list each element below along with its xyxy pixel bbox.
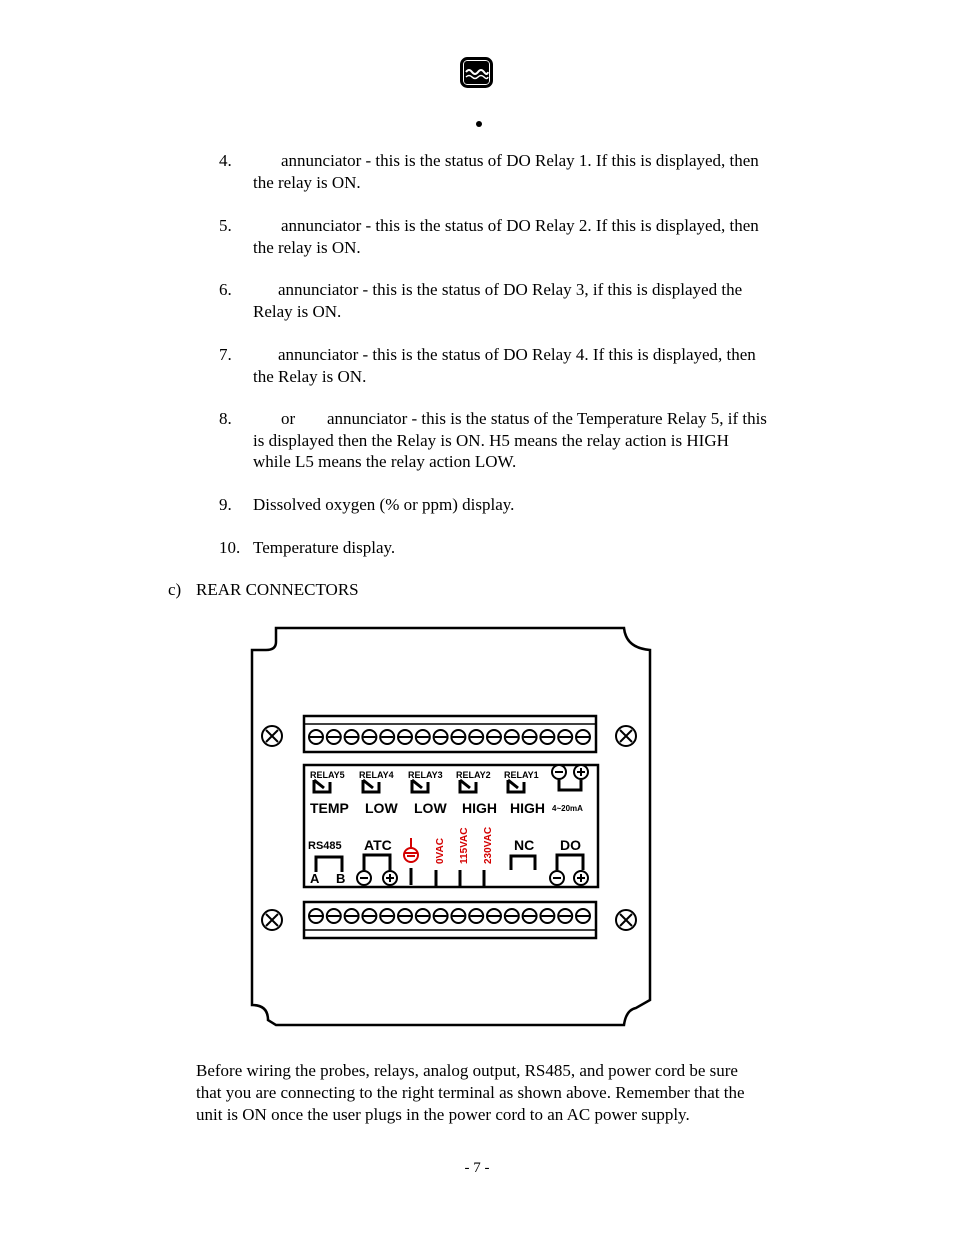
power-230vac-label: 230VAC: [483, 826, 494, 864]
rear-connectors-diagram: [196, 620, 690, 1040]
label-board: [304, 765, 598, 887]
wave-logo-icon: [460, 57, 493, 88]
bullet-marker: [476, 121, 482, 127]
analog-output-label: 4~20mA: [552, 804, 583, 813]
rs485-label: RS485: [308, 840, 342, 852]
relay-action-label: HIGH: [462, 800, 497, 816]
do-label: DO: [560, 837, 581, 853]
rs485-a-label: A: [310, 871, 320, 886]
relay-name-label: RELAY1: [504, 770, 539, 780]
power-115vac-label: 115VAC: [459, 827, 470, 864]
atc-label: ATC: [364, 837, 392, 853]
nc-label: NC: [514, 837, 535, 853]
section-heading: c) REAR CONNECTORS: [168, 580, 359, 599]
power-0vac-label: 0VAC: [435, 838, 446, 864]
relay-action-label: LOW: [365, 800, 398, 816]
relay-action-label: TEMP: [310, 800, 349, 816]
wiring-note: Before wiring the probes, relays, analog output, RS485, and power cord be sure that you are connecting to the right terminal as shown above. Remember that the unit is ON once the user plugs in the power cord to an AC power supply.: [196, 1061, 745, 1124]
rs485-b-label: B: [336, 871, 346, 886]
top-terminal-block: [304, 716, 596, 752]
relay-action-label: LOW: [414, 800, 447, 816]
relay-name-label: RELAY3: [408, 770, 443, 780]
relay-action-label: HIGH: [510, 800, 545, 816]
page-number: - 7 -: [464, 1160, 490, 1176]
relay-name-label: RELAY5: [310, 770, 345, 780]
relay-name-label: RELAY2: [456, 770, 491, 780]
relay-name-label: RELAY4: [359, 770, 394, 780]
bottom-terminal-block: [304, 902, 596, 938]
